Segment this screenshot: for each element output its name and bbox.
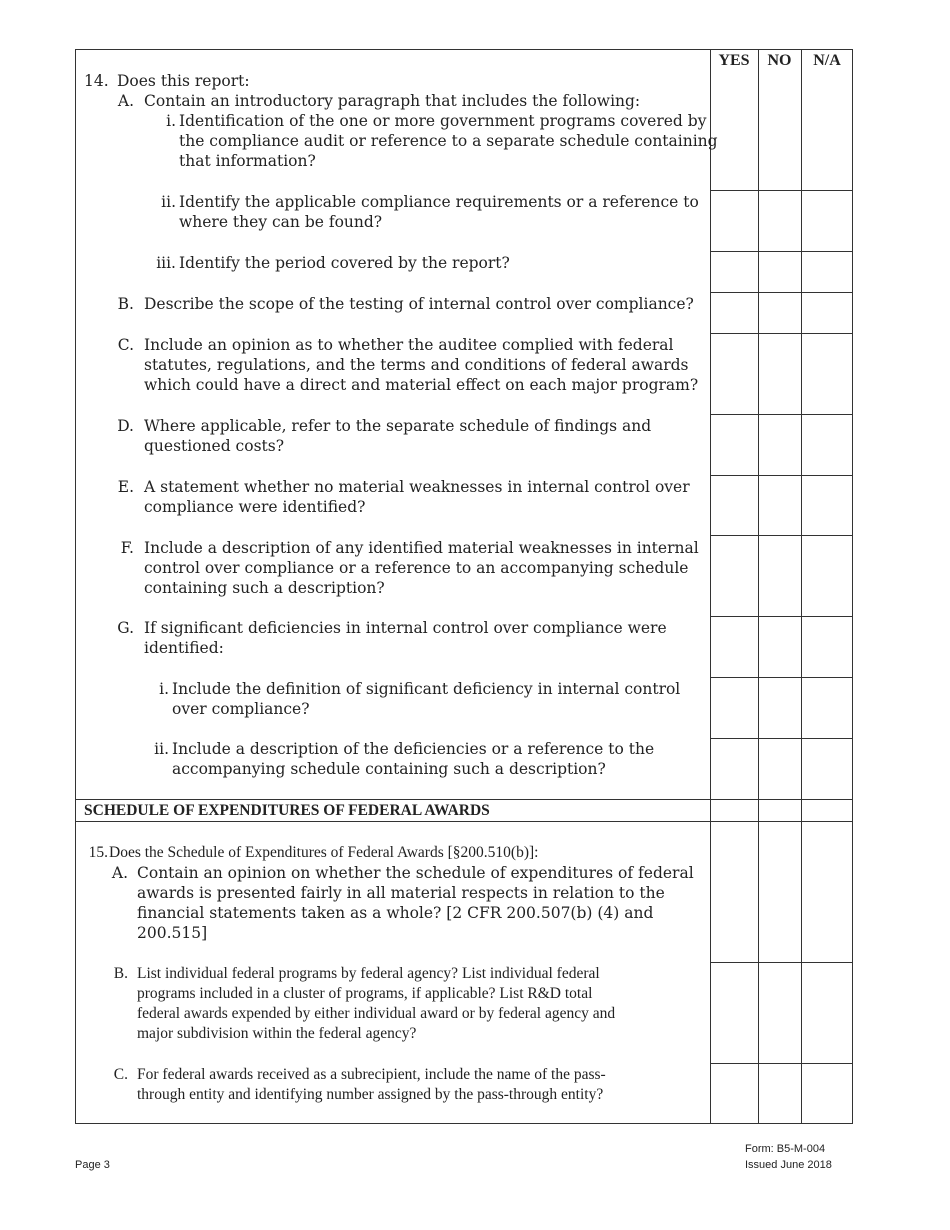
column-header-no: NO xyxy=(767,52,792,69)
question-number: 14. xyxy=(84,72,109,90)
subitem-label: i. xyxy=(159,680,169,698)
row-divider xyxy=(710,738,852,739)
subitem-text: Include a description of the deficiencies or a reference to the accompanying schedule containing such a description? xyxy=(172,740,655,778)
subitem-label: ii. xyxy=(154,740,169,758)
item-text: Describe the scope of the testing of internal control over compliance? xyxy=(144,295,694,313)
row-divider xyxy=(710,292,852,293)
item-text: Include an opinion as to whether the auditee complied with federal statutes, regulations, and the terms and conditions of federal awards which could have a direct and material effect on each major program? xyxy=(144,336,699,394)
row-divider xyxy=(76,799,852,800)
subitem-text: Include the definition of significant deficiency in internal control over compliance? xyxy=(172,680,681,718)
issued-date: Issued June 2018 xyxy=(745,1159,832,1171)
item-text: Where applicable, refer to the separate schedule of findings and questioned costs? xyxy=(144,417,652,455)
item-label: A. xyxy=(111,864,128,882)
item-label: D. xyxy=(117,417,134,435)
section-header: SCHEDULE OF EXPENDITURES OF FEDERAL AWARDS xyxy=(84,802,490,819)
item-text: Include a description of any identified material weaknesses in internal control over compliance or a reference to an accompanying schedule containing such a description? xyxy=(144,539,699,597)
row-divider xyxy=(710,1063,852,1064)
row-divider xyxy=(710,962,852,963)
item-label: C. xyxy=(113,1066,128,1083)
item-label: C. xyxy=(117,336,134,354)
row-divider xyxy=(710,333,852,334)
column-header-na: N/A xyxy=(813,52,841,69)
item-text: List individual federal programs by federal agency? List individual federal programs included in a cluster of programs, if applicable? List R&D total federal awards expended by either individual award or by federal agency and major subdivision within the federal agency? xyxy=(137,965,616,1042)
row-divider xyxy=(710,535,852,536)
item-label: F. xyxy=(120,539,134,557)
row-divider xyxy=(710,616,852,617)
item-text: For federal awards received as a subrecipient, include the name of the pass- through entity and identifying number assigned by the pass-through entity? xyxy=(137,1066,606,1103)
subitem-text: Identification of the one or more government programs covered by the compliance audit or reference to a separate schedule containing that information? xyxy=(179,112,718,170)
subitem-label: i. xyxy=(166,112,176,130)
row-divider xyxy=(710,475,852,476)
question-text: Does the Schedule of Expenditures of Federal Awards [§200.510(b)]: xyxy=(109,844,539,861)
form-number: Form: B5-M-004 xyxy=(745,1143,826,1155)
row-divider xyxy=(710,190,852,191)
question-text: Does this report: xyxy=(117,72,250,90)
item-label: B. xyxy=(113,965,128,982)
subitem-text: Identify the period covered by the report? xyxy=(179,254,510,272)
page-number: Page 3 xyxy=(75,1159,110,1171)
question-number: 15. xyxy=(88,844,108,861)
item-label: G. xyxy=(117,619,134,637)
subitem-text: Identify the applicable compliance requirements or a reference to where they can be found? xyxy=(179,193,699,231)
item-label: B. xyxy=(117,295,134,313)
item-text: Contain an introductory paragraph that includes the following: xyxy=(144,92,641,110)
column-header-yes: YES xyxy=(718,52,750,69)
row-divider xyxy=(710,414,852,415)
subitem-label: iii. xyxy=(156,254,176,272)
subitem-label: ii. xyxy=(161,193,176,211)
row-divider xyxy=(710,251,852,252)
item-label: A. xyxy=(117,92,134,110)
checklist-table xyxy=(75,49,853,1124)
row-divider xyxy=(710,677,852,678)
item-text: A statement whether no material weaknesses in internal control over compliance were identified? xyxy=(144,478,690,516)
item-text: If significant deficiencies in internal control over compliance were identified: xyxy=(144,619,667,657)
row-divider xyxy=(76,821,852,822)
item-label: E. xyxy=(117,478,134,496)
item-text: Contain an opinion on whether the schedule of expenditures of federal awards is presented fairly in all material respects in relation to the financial statements taken as a whole? [2 CFR 200.507(b) (4) and 200.515] xyxy=(137,864,694,942)
